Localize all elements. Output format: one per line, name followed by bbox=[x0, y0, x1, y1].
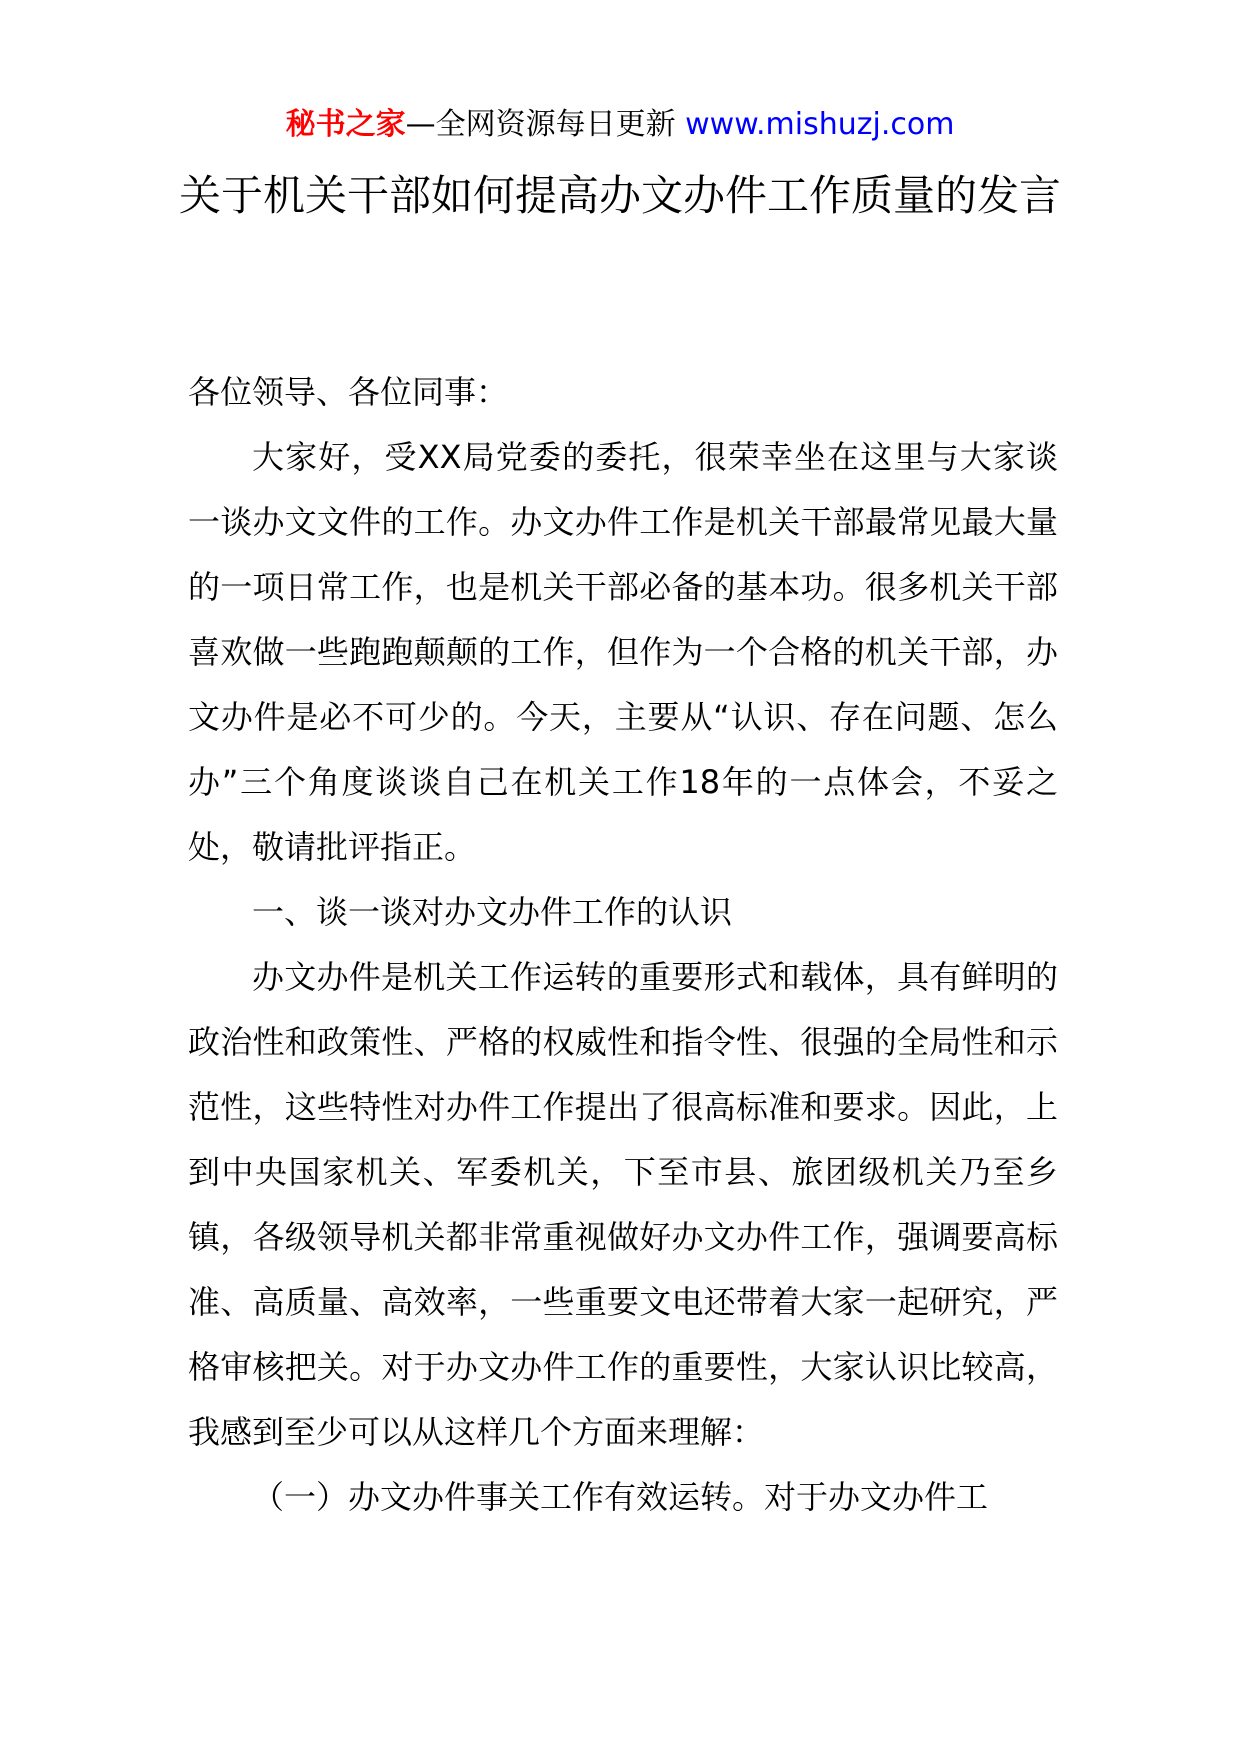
salutation: 各位领导、各位同事： bbox=[188, 373, 509, 411]
section-heading-1: 一、谈一谈对办文办件工作的认识 bbox=[252, 893, 733, 931]
header-tagline: —全网资源每日更新 bbox=[405, 107, 686, 142]
site-header-banner bbox=[0, 103, 1240, 147]
paragraph-intro: 大家好，受XX局党委的委托，很荣幸坐在这里与大家谈一谈办文文件的工作。办文办件工作是机关干部最常见最大量的一项日常工作，也是机关干部必备的基本功。很多机关干部喜欢做一些跑跑颠颠的工作，但作为一个合格的机关干部，办文办件是必不可少的。今天，主要从“认识、存在问题、怎么办”三个角度谈谈自己在机关工作18年的一点体会，不妥之处，敬请批评指正。 bbox=[188, 438, 1058, 866]
document-title: 关于机关干部如何提高办文办件工作质量的发言 bbox=[178, 171, 1061, 220]
document-body bbox=[188, 360, 1058, 1530]
site-url-link[interactable]: www.mishuzj.com bbox=[685, 107, 955, 142]
brand-name: 秘书之家 bbox=[285, 107, 406, 142]
subsection-heading-1: （一）办文办件事关工作有效运转。对于办文办件工 bbox=[252, 1478, 989, 1516]
paragraph-section-1: 办文办件是机关工作运转的重要形式和载体，具有鲜明的政治性和政策性、严格的权威性和指令性、很强的全局性和示范性，这些特性对办件工作提出了很高标准和要求。因此，上到中央国家机关、军委机关，下至市县、旅团级机关乃至乡镇，各级领导机关都非常重视做好办文办件工作，强调要高标准、高质量、高效率，一些重要文电还带着大家一起研究，严格审核把关。对于办文办件工作的重要性，大家认识比较高，我感到至少可以从这样几个方面来理解： bbox=[188, 958, 1058, 1451]
